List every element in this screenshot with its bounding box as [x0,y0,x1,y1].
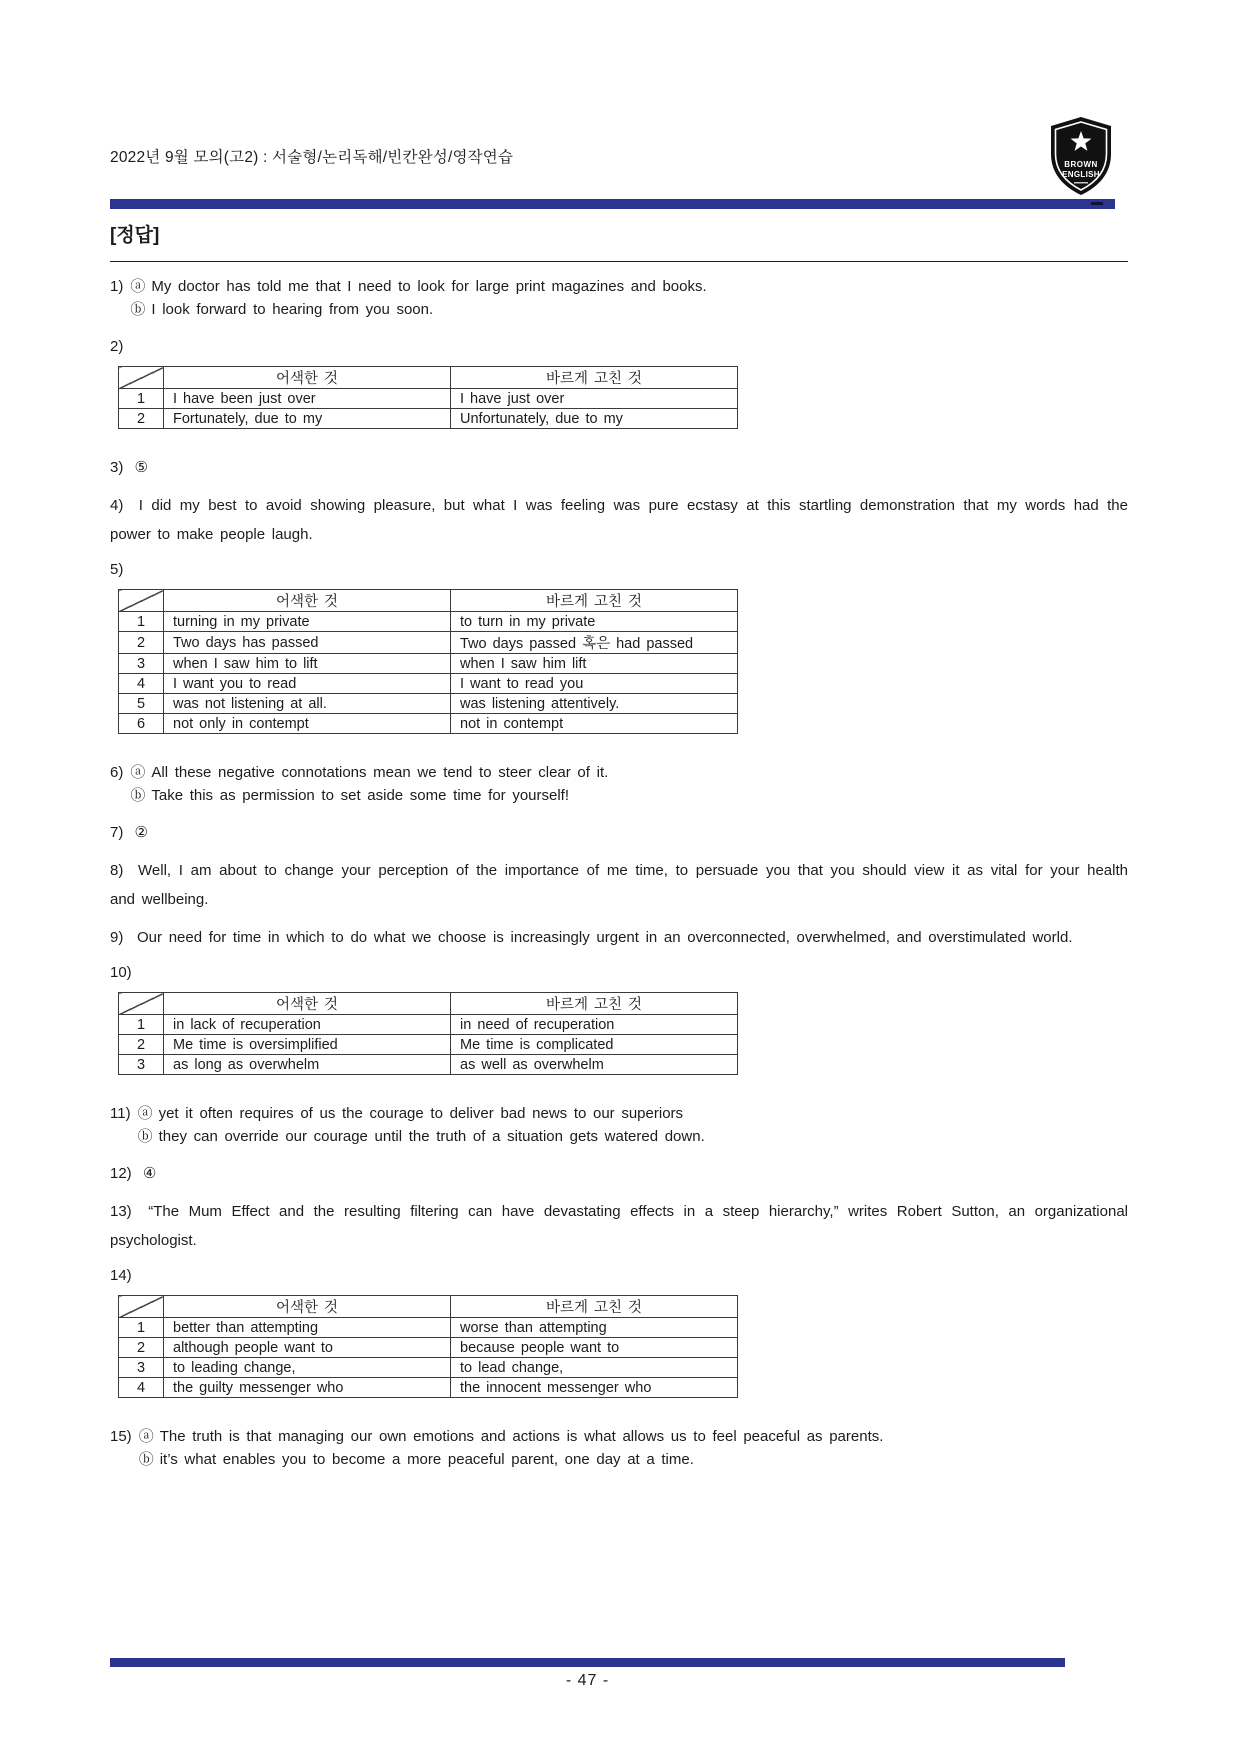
section [110,1425,1128,1471]
table-row [119,1015,738,1035]
row-number: 4 [119,1378,164,1398]
answer-text: Take this as permission to set aside some time for yourself! [151,787,570,804]
corrected-cell: Unfortunately, due to my [451,409,738,429]
correction-table [118,1295,738,1398]
awkward-cell: the guilty messenger who [164,1378,451,1398]
row-number: 2 [119,1338,164,1358]
circled-letter: ⓐ [130,764,146,781]
answer-lines [130,761,608,807]
diagonal-corner-cell [119,993,164,1015]
row-number: 4 [119,674,164,694]
circled-letter: ⓑ [138,1451,154,1468]
corrected-cell: not in contempt [451,714,738,734]
section [110,923,1128,952]
section [110,456,1128,479]
correction-table [118,366,738,429]
answer-number: 15) [110,1428,132,1445]
circled-letter: ⓑ [137,1128,153,1145]
corrected-cell: to turn in my private [451,612,738,632]
table-row [119,694,738,714]
horizontal-rule [110,261,1128,262]
answer-line [138,1102,705,1125]
header-divider-bar [110,199,1115,209]
table-row [119,389,738,409]
table-row [119,409,738,429]
answer-line [139,1425,884,1448]
column-header-corrected: 바르게 고친 것 [451,1296,738,1318]
answer-number: 3) [110,459,124,476]
answer-number: 4) [110,497,124,514]
corrected-cell: worse than attempting [451,1318,738,1338]
corrected-cell: to lead change, [451,1358,738,1378]
answer-item [110,456,1128,479]
section [110,761,1128,807]
row-number: 5 [119,694,164,714]
answer-line [130,298,706,321]
answer-line [130,761,608,784]
table-row [119,654,738,674]
column-header-awkward: 어색한 것 [164,1296,451,1318]
table-row [119,1358,738,1378]
corrected-cell: I have just over [451,389,738,409]
answer-item [110,275,1128,321]
awkward-cell: I have been just over [164,389,451,409]
awkward-cell: when I saw him to lift [164,654,451,674]
table-header-row [119,590,738,612]
correction-table [118,992,738,1075]
section [110,275,1128,321]
table-row [119,1338,738,1358]
diagonal-corner-cell [119,367,164,389]
awkward-cell: better than attempting [164,1318,451,1338]
answer-number: 1) [110,278,124,295]
bar-mark [1091,202,1103,205]
section [110,1162,1128,1185]
column-header-corrected: 바르게 고친 것 [451,367,738,389]
answer-number: 14) [110,1267,132,1284]
answer-item [110,856,1128,914]
answer-item [110,821,1128,844]
column-header-awkward: 어색한 것 [164,993,451,1015]
answer-text: it’s what enables you to become a more peaceful parent, one day at a time. [159,1451,694,1468]
answer-number: 11) [110,1105,131,1122]
answer-text: Well, I am about to change your perception of the importance of me time, to persuade you that you should view it as vital for your health and wellbeing. [110,862,1128,908]
corrected-cell: Me time is complicated [451,1035,738,1055]
awkward-cell: to leading change, [164,1358,451,1378]
circled-letter: ⓐ [130,278,146,295]
answer-number: 6) [110,764,124,781]
corrected-cell: I want to read you [451,674,738,694]
column-header-awkward: 어색한 것 [164,367,451,389]
answer-text: The truth is that managing our own emotions and actions is what allows us to feel peaceful as parents. [159,1428,884,1445]
section [110,961,1128,1075]
row-number: 6 [119,714,164,734]
section [110,821,1128,844]
table-row [119,612,738,632]
answer-text: Our need for time in which to do what we choose is increasingly urgent in an overconnected, overwhelmed, and overstimulated world. [137,929,1073,946]
answer-number: 5) [110,561,124,578]
awkward-cell: as long as overwhelm [164,1055,451,1075]
answer-lines [130,275,706,321]
document-title: 2022년 9월 모의(고2) : 서술형/논리독해/빈칸완성/영작연습 [110,149,514,166]
answer-text: “The Mum Effect and the resulting filtering can have devastating effects in a steep hierarchy,” writes Robert Sutton, an organizational psychologist. [110,1203,1128,1249]
row-number: 1 [119,1318,164,1338]
answer-number: 8) [110,862,124,879]
section [110,1197,1128,1255]
choice-answer: ④ [142,1165,157,1182]
answer-text: All these negative connotations mean we tend to steer clear of it. [151,764,609,781]
row-number: 2 [119,1035,164,1055]
table-row [119,1318,738,1338]
row-number: 1 [119,612,164,632]
answer-number: 9) [110,929,124,946]
table-header-row [119,993,738,1015]
row-number: 2 [119,632,164,654]
section [110,558,1128,734]
answers-list [110,275,1128,1471]
corrected-cell: in need of recuperation [451,1015,738,1035]
answer-number: 7) [110,824,124,841]
table-row [119,674,738,694]
answer-text: I look forward to hearing from you soon. [151,301,434,318]
table-row [119,714,738,734]
diagonal-corner-cell [119,1296,164,1318]
circled-letter: ⓐ [138,1428,154,1445]
row-number: 1 [119,1015,164,1035]
row-number: 1 [119,389,164,409]
table-row [119,632,738,654]
answer-text: I did my best to avoid showing pleasure, but what I was feeling was pure ecstasy at this startling demonstration that my words had the power to make people laugh. [110,497,1128,543]
table-row [119,1055,738,1075]
row-number: 3 [119,1358,164,1378]
section [110,1102,1128,1148]
section [110,335,1128,429]
answer-text: My doctor has told me that I need to look for large print magazines and books. [151,278,707,295]
corrected-cell: Two days passed 혹은 had passed [451,632,738,654]
answers-section-title: [정답] [110,225,160,246]
section [110,856,1128,914]
answer-lines [139,1425,884,1471]
column-header-corrected: 바르게 고친 것 [451,993,738,1015]
circled-letter: ⓑ [130,787,146,804]
footer-divider-bar [110,1658,1065,1667]
awkward-cell: turning in my private [164,612,451,632]
section [110,491,1128,549]
circled-letter: ⓐ [137,1105,153,1122]
answer-line [139,1448,884,1471]
corrected-cell: as well as overwhelm [451,1055,738,1075]
answer-line [130,275,706,298]
answer-text: yet it often requires of us the courage to deliver bad news to our superiors [158,1105,684,1122]
row-number: 2 [119,409,164,429]
awkward-cell: was not listening at all. [164,694,451,714]
choice-answer: ② [134,824,148,841]
answer-line [138,1125,705,1148]
answer-lines [138,1102,705,1148]
answer-item [110,761,1128,807]
column-header-awkward: 어색한 것 [164,590,451,612]
awkward-cell: Me time is oversimplified [164,1035,451,1055]
awkward-cell: not only in contempt [164,714,451,734]
corrected-cell: when I saw him lift [451,654,738,674]
awkward-cell: although people want to [164,1338,451,1358]
answer-number: 13) [110,1203,132,1220]
circled-letter: ⓑ [130,301,146,318]
answer-number: 10) [110,964,132,981]
corrected-cell: was listening attentively. [451,694,738,714]
corrected-cell: the innocent messenger who [451,1378,738,1398]
answer-item [110,1162,1128,1185]
corrected-cell: because people want to [451,1338,738,1358]
page-content [110,146,1128,1485]
page-number: - 47 - [565,1672,610,1689]
correction-table [118,589,738,734]
answer-item [110,491,1128,549]
table-row [119,1378,738,1398]
table-header-row [119,367,738,389]
answer-item [110,1425,1128,1471]
answer-item [110,1197,1128,1255]
answer-item [110,1102,1128,1148]
table-row [119,1035,738,1055]
awkward-cell: in lack of recuperation [164,1015,451,1035]
answer-text: they can override our courage until the truth of a situation gets watered down. [158,1128,705,1145]
diagonal-corner-cell [119,590,164,612]
badge-line2: ENGLISH [1062,170,1100,179]
awkward-cell: Fortunately, due to my [164,409,451,429]
table-header-row [119,1296,738,1318]
section [110,1264,1128,1398]
column-header-corrected: 바르게 고친 것 [451,590,738,612]
row-number: 3 [119,654,164,674]
row-number: 3 [119,1055,164,1075]
answer-item [110,923,1128,952]
answer-line [130,784,608,807]
awkward-cell: Two days has passed [164,632,451,654]
badge-line1: BROWN [1064,160,1098,169]
awkward-cell: I want you to read [164,674,451,694]
answer-number: 12) [110,1165,132,1182]
choice-answer: ⑤ [134,459,148,476]
answer-number: 2) [110,338,124,355]
